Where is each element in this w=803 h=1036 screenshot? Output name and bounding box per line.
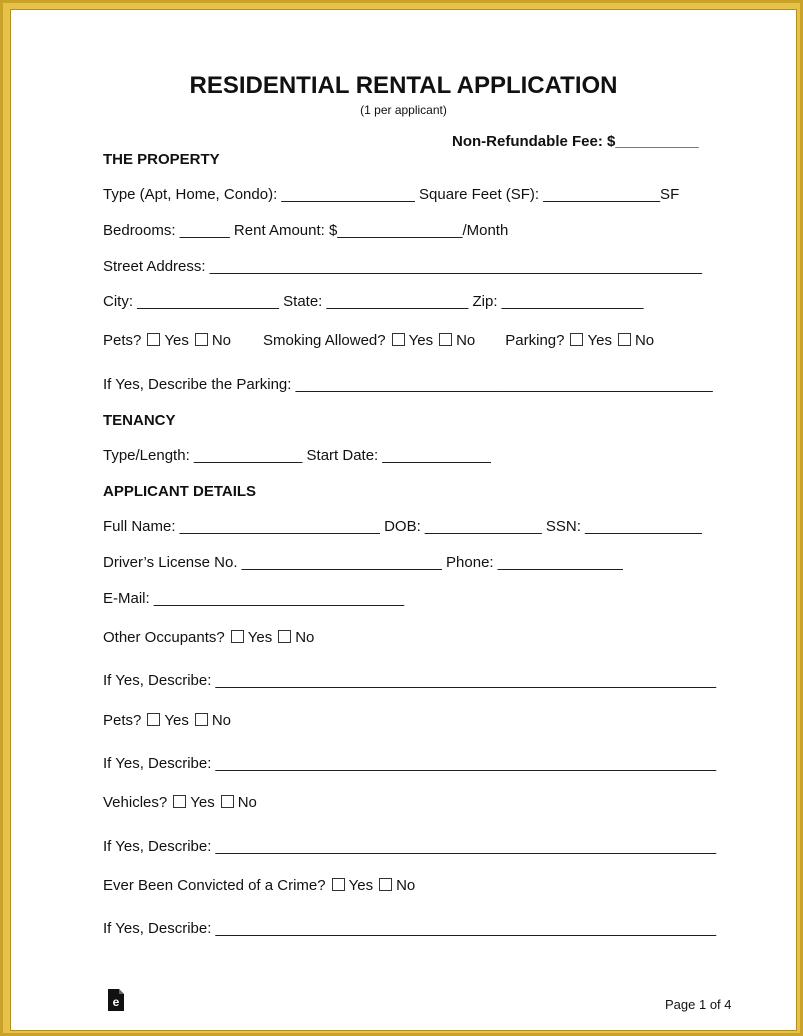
- no-label: No: [295, 629, 315, 646]
- smoking-yes-checkbox[interactable]: [392, 333, 405, 346]
- crime-describe-field[interactable]: If Yes, Describe: ____________________________________________________________: [103, 920, 717, 937]
- vehicles-row: [103, 794, 257, 812]
- crime-yes-checkbox[interactable]: [332, 878, 345, 891]
- page-title: RESIDENTIAL RENTAL APPLICATION: [189, 72, 618, 99]
- yes-label: Yes: [587, 332, 612, 349]
- occupants-label: Other Occupants?: [103, 629, 225, 646]
- pets-yes-checkbox[interactable]: [147, 333, 160, 346]
- yes-label: Yes: [408, 332, 434, 349]
- vehicles-yes-checkbox[interactable]: [173, 795, 186, 808]
- parking-describe-field[interactable]: If Yes, Describe the Parking: __________________________________________________: [103, 376, 713, 393]
- page-subtitle: (1 per applicant): [360, 103, 447, 117]
- yes-label: Yes: [247, 629, 273, 646]
- license-phone-line[interactable]: Driver’s License No. ________________________ Phone: _______________: [103, 554, 623, 571]
- applicant-pets-row: [103, 712, 231, 730]
- property-checkbox-row: [103, 332, 654, 350]
- applicant-pets-yes-checkbox[interactable]: [147, 713, 160, 726]
- property-type-line[interactable]: Type (Apt, Home, Condo): ________________ Square Feet (SF): ______________SF: [103, 186, 680, 203]
- occupants-row: [103, 629, 314, 647]
- crime-row: [103, 877, 415, 895]
- occupants-yes-checkbox[interactable]: [231, 630, 244, 643]
- fee-field[interactable]: Non-Refundable Fee: $__________: [452, 133, 699, 150]
- tenancy-line[interactable]: Type/Length: _____________ Start Date: _____________: [103, 447, 491, 464]
- page-number: Page 1 of 4: [665, 997, 732, 1012]
- document-page: [10, 9, 797, 1031]
- smoking-label: Smoking Allowed?: [263, 332, 386, 349]
- smoking-no-checkbox[interactable]: [439, 333, 452, 346]
- city-state-zip-line[interactable]: City: _________________ State: _________________ Zip: _________________: [103, 293, 644, 310]
- eforms-logo-icon: [107, 988, 125, 1012]
- no-label: No: [634, 332, 655, 349]
- no-label: No: [237, 794, 257, 811]
- parking-label: Parking?: [505, 332, 565, 349]
- no-label: No: [211, 712, 232, 729]
- pets-describe-field[interactable]: If Yes, Describe: ____________________________________________________________: [103, 755, 717, 772]
- occupants-describe-field[interactable]: If Yes, Describe: ____________________________________________________________: [103, 672, 717, 689]
- no-label: No: [396, 877, 416, 894]
- vehicles-describe-field[interactable]: If Yes, Describe: ____________________________________________________________: [103, 838, 717, 855]
- bedrooms-rent-line[interactable]: Bedrooms: ______ Rent Amount: $_______________/Month: [103, 222, 509, 239]
- crime-no-checkbox[interactable]: [379, 878, 392, 891]
- applicant-pets-no-checkbox[interactable]: [195, 713, 208, 726]
- occupants-no-checkbox[interactable]: [278, 630, 291, 643]
- yes-label: Yes: [190, 794, 215, 811]
- street-address-field[interactable]: Street Address: ___________________________________________________________: [103, 258, 702, 275]
- applicant-heading: APPLICANT DETAILS: [103, 483, 257, 500]
- pets-label: Pets?: [103, 712, 142, 729]
- no-label: No: [211, 332, 232, 349]
- name-dob-ssn-line[interactable]: Full Name: ________________________ DOB: ______________ SSN: ______________: [103, 518, 702, 535]
- yes-label: Yes: [164, 332, 189, 349]
- parking-no-checkbox[interactable]: [618, 333, 631, 346]
- property-heading: THE PROPERTY: [103, 151, 220, 168]
- vehicles-label: Vehicles?: [103, 794, 168, 811]
- email-field[interactable]: E-Mail: ______________________________: [103, 590, 405, 607]
- vehicles-no-checkbox[interactable]: [221, 795, 234, 808]
- yes-label: Yes: [164, 712, 189, 729]
- tenancy-heading: TENANCY: [103, 412, 176, 429]
- pets-no-checkbox[interactable]: [195, 333, 208, 346]
- crime-label: Ever Been Convicted of a Crime?: [103, 877, 326, 894]
- parking-yes-checkbox[interactable]: [570, 333, 583, 346]
- pets-label: Pets?: [103, 332, 142, 349]
- logo-letter: e: [112, 995, 120, 1009]
- no-label: No: [456, 332, 476, 349]
- yes-label: Yes: [348, 877, 374, 894]
